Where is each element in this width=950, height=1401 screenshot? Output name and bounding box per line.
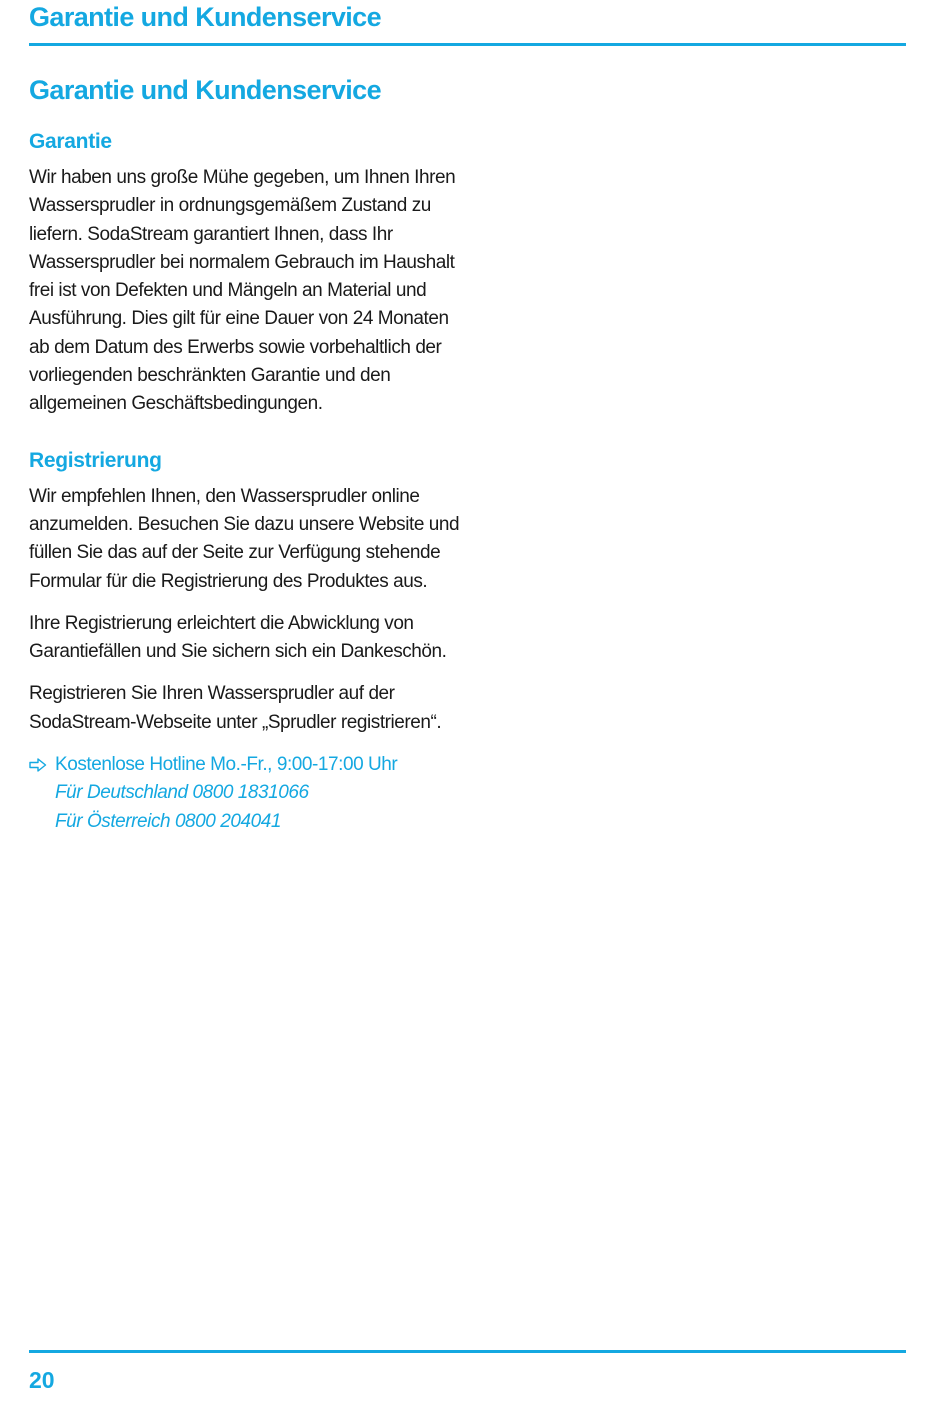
page-header	[29, 0, 906, 46]
hotline-austria: Für Österreich 0800 204041	[55, 810, 281, 832]
hotline-germany: Für Deutschland 0800 1831066	[55, 782, 309, 804]
page-number: 20	[29, 1367, 55, 1393]
hotline-label: Kostenlose Hotline Mo.-Fr., 9:00-17:00 Uhr	[55, 754, 398, 776]
registrierung-paragraph-2: Ihre Registrierung erleichtert die Abwicklung von Garantiefällen und Sie sichern sich ein Dankeschön.	[29, 612, 447, 663]
section-title: Garantie und Kundenservice	[29, 75, 381, 105]
page-footer	[29, 1350, 906, 1393]
garantie-paragraph: Wir haben uns große Mühe gegeben, um Ihnen Ihren Wassersprudler in ordnungsgemäßem Zustand zu liefern. SodaStream garantiert Ihnen, dass Ihr Wassersprudler bei normalem Gebrauch im Haushalt frei ist von Defekten und Mängeln an Material und Ausführung. Dies gilt für eine Dauer von 24 Monaten ab dem Datum des Erwerbs sowie vorbehaltlich der vorliegenden beschränkten Garantie und den allgemeinen Geschäftsbedingungen.	[29, 167, 456, 415]
hotline-block	[29, 751, 469, 836]
running-header-title: Garantie und Kundenservice	[29, 2, 381, 32]
registrierung-paragraph-3: Registrieren Sie Ihren Wassersprudler auf der SodaStream-Webseite unter „Sprudler registrieren“.	[29, 683, 442, 733]
main-content	[29, 72, 469, 836]
registrierung-paragraph-1: Wir empfehlen Ihnen, den Wassersprudler online anzumelden. Besuchen Sie dazu unsere Website und füllen Sie das auf der Seite zur Verfügung stehende Formular für die Registrierung des Produktes aus.	[29, 485, 460, 592]
garantie-heading: Garantie	[29, 130, 112, 153]
arrow-right-icon	[29, 758, 47, 772]
registrierung-heading: Registrierung	[29, 448, 162, 472]
